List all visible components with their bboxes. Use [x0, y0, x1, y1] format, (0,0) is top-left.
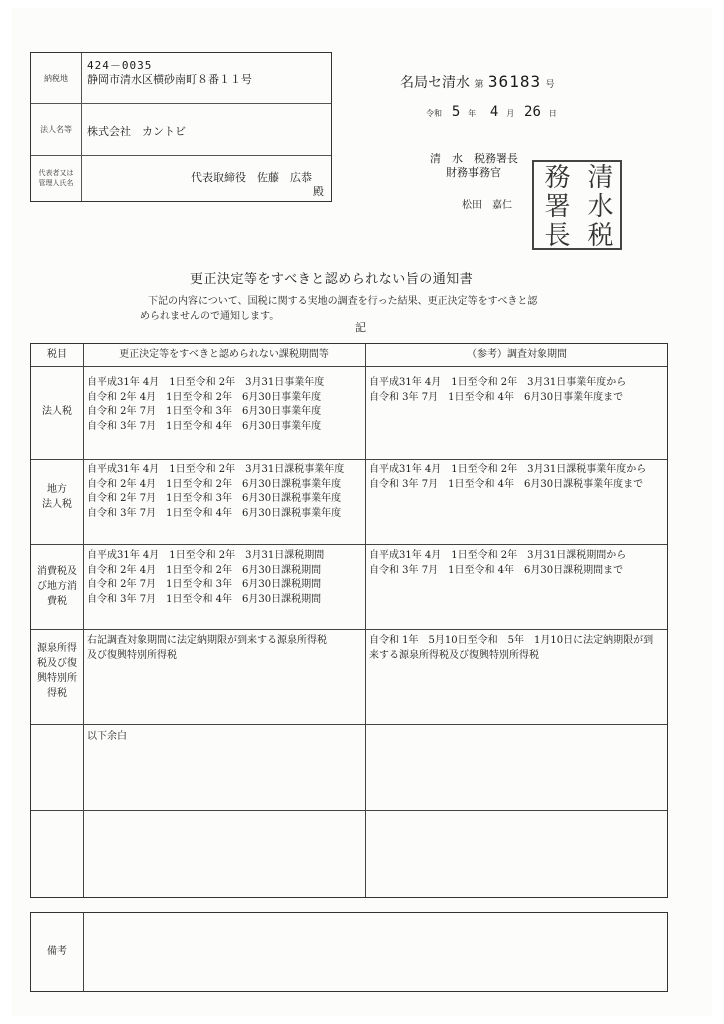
document-number-suffix: 号 — [545, 80, 555, 90]
tax-period-table — [30, 343, 668, 898]
period-line: 自令和 2年 7月 1日至令和 3年 6月30日事業年度 — [87, 406, 322, 417]
period-line: 自令和 2年 4月 1日至令和 2年 6月30日課税期間 — [87, 564, 322, 576]
header-subject: 税目 — [47, 349, 67, 360]
period-line: 自平成31年 4月 1日至令和 2年 3月31日課税期間 — [87, 550, 325, 561]
honorific: 殿 — [313, 185, 324, 198]
company-row — [31, 103, 331, 156]
address-row — [31, 53, 331, 104]
column-divider — [365, 344, 366, 897]
document-prefix: 名局セ清水 — [400, 75, 470, 91]
period-line: 自令和 3年 7月 1日至令和 4年 6月30日課税期間 — [87, 593, 322, 605]
period-line: 以下余白 — [87, 731, 127, 742]
tax-office-seal — [532, 160, 622, 250]
reference-line: 来する源泉所得税及び復興特別所得税 — [369, 650, 539, 661]
period-line: 自令和 3年 7月 1日至令和 4年 6月30日課税事業年度 — [87, 507, 342, 519]
period-line: 自平成31年 4月 1日至令和 2年 3月31日課税事業年度 — [87, 464, 345, 475]
row-subject: 地方 法人税 — [42, 484, 72, 510]
issue-date — [426, 104, 557, 120]
location-label: 納税地 — [31, 53, 82, 103]
row-subject: 法人税 — [42, 406, 72, 417]
address: 静岡市清水区横砂南町８番１１号 — [87, 73, 252, 86]
official-title: 財務事務官 — [446, 166, 501, 179]
ki-marker: 記 — [355, 321, 366, 334]
seal-char: 税 — [583, 220, 613, 247]
header-periods: 更正決定等をすべきと認められない課税期間等 — [119, 349, 329, 360]
year: 5 — [451, 104, 461, 120]
row-divider — [31, 459, 667, 460]
representative-label-line1: 代表者又は — [38, 169, 74, 177]
seal-char: 務 — [540, 163, 570, 190]
period-line: 自令和 3年 7月 1日至令和 4年 6月30日事業年度 — [87, 420, 322, 432]
row-divider — [31, 544, 667, 545]
column-divider — [83, 344, 84, 897]
remarks-label: 備考 — [47, 946, 67, 957]
row-subject: 源泉所得 税及び復 興特別所 得税 — [37, 643, 77, 699]
representative-name: 代表取締役 佐藤 広恭 — [191, 171, 312, 184]
seal-char: 長 — [540, 220, 570, 247]
addressee-box — [30, 52, 332, 202]
row-divider — [31, 810, 667, 811]
representative-label-line2: 管理人氏名 — [38, 179, 74, 187]
document-title: 更正決定等をすべきと認められない旨の通知書 — [190, 272, 474, 287]
reference-line: 自平成31年 4月 1日至令和 2年 3月31日課税期間から — [369, 550, 627, 561]
representative-label — [31, 155, 82, 201]
month-unit: 月 — [506, 109, 515, 118]
month: 4 — [489, 104, 499, 120]
row-divider — [31, 724, 667, 725]
column-divider — [83, 913, 84, 991]
period-line: 自令和 2年 7月 1日至令和 3年 6月30日課税期間 — [87, 579, 322, 590]
company-name: 株式会社 カントビ — [87, 125, 186, 138]
document-number-label: 第 — [474, 80, 484, 90]
official-name: 松田 嘉仁 — [462, 200, 512, 211]
period-line: 自令和 2年 7月 1日至令和 3年 6月30日課税事業年度 — [87, 493, 342, 504]
reference-line: 自令和 3年 7月 1日至令和 4年 6月30日課税事業年度まで — [369, 478, 644, 490]
row-subject: 消費税及 び地方消 費税 — [37, 566, 77, 607]
reference-line: 自平成31年 4月 1日至令和 2年 3月31日課税事業年度から — [369, 464, 647, 475]
document-number — [400, 72, 555, 92]
seal-char: 署 — [540, 191, 570, 218]
reference-line: 自令和 1年 5月10日至令和 5年 1月10日に法定納期限が到 — [369, 635, 654, 646]
postal-code: 424－0035 — [87, 59, 153, 72]
era: 令和 — [426, 109, 442, 118]
day: 26 — [524, 104, 541, 120]
day-unit: 日 — [548, 109, 557, 118]
company-name-label: 法人名等 — [31, 103, 82, 155]
reference-line: 自令和 3年 7月 1日至令和 4年 6月30日事業年度まで — [369, 391, 624, 403]
body-line-2: められませんので通知します。 — [140, 311, 280, 322]
reference-line: 自平成31年 4月 1日至令和 2年 3月31日事業年度から — [369, 377, 627, 388]
period-line: 自令和 2年 4月 1日至令和 2年 6月30日事業年度 — [87, 391, 322, 403]
row-divider — [31, 629, 667, 630]
seal-char: 水 — [583, 191, 613, 218]
period-line: 及び復興特別所得税 — [87, 650, 177, 661]
header-reference: （参考）調査対象期間 — [467, 349, 567, 360]
reference-line: 自令和 3年 7月 1日至令和 4年 6月30日課税期間まで — [369, 564, 624, 576]
period-line: 自平成31年 4月 1日至令和 2年 3月31日事業年度 — [87, 377, 325, 388]
representative-row — [31, 155, 331, 201]
seal-char: 清 — [583, 163, 613, 190]
period-line: 右記調査対象期間に法定納期限が到来する源泉所得税 — [87, 635, 327, 646]
remarks-box — [30, 912, 668, 992]
period-line: 自令和 2年 4月 1日至令和 2年 6月30日課税事業年度 — [87, 478, 342, 490]
document-number-value: 36183 — [487, 72, 542, 91]
year-unit: 年 — [468, 109, 477, 118]
tax-office-head: 清 水 税務署長 — [430, 152, 518, 165]
row-divider — [31, 366, 667, 367]
body-line-1: 下記の内容について、国税に関する実地の調査を行った結果、更正決定等をすべきと認 — [148, 296, 538, 307]
